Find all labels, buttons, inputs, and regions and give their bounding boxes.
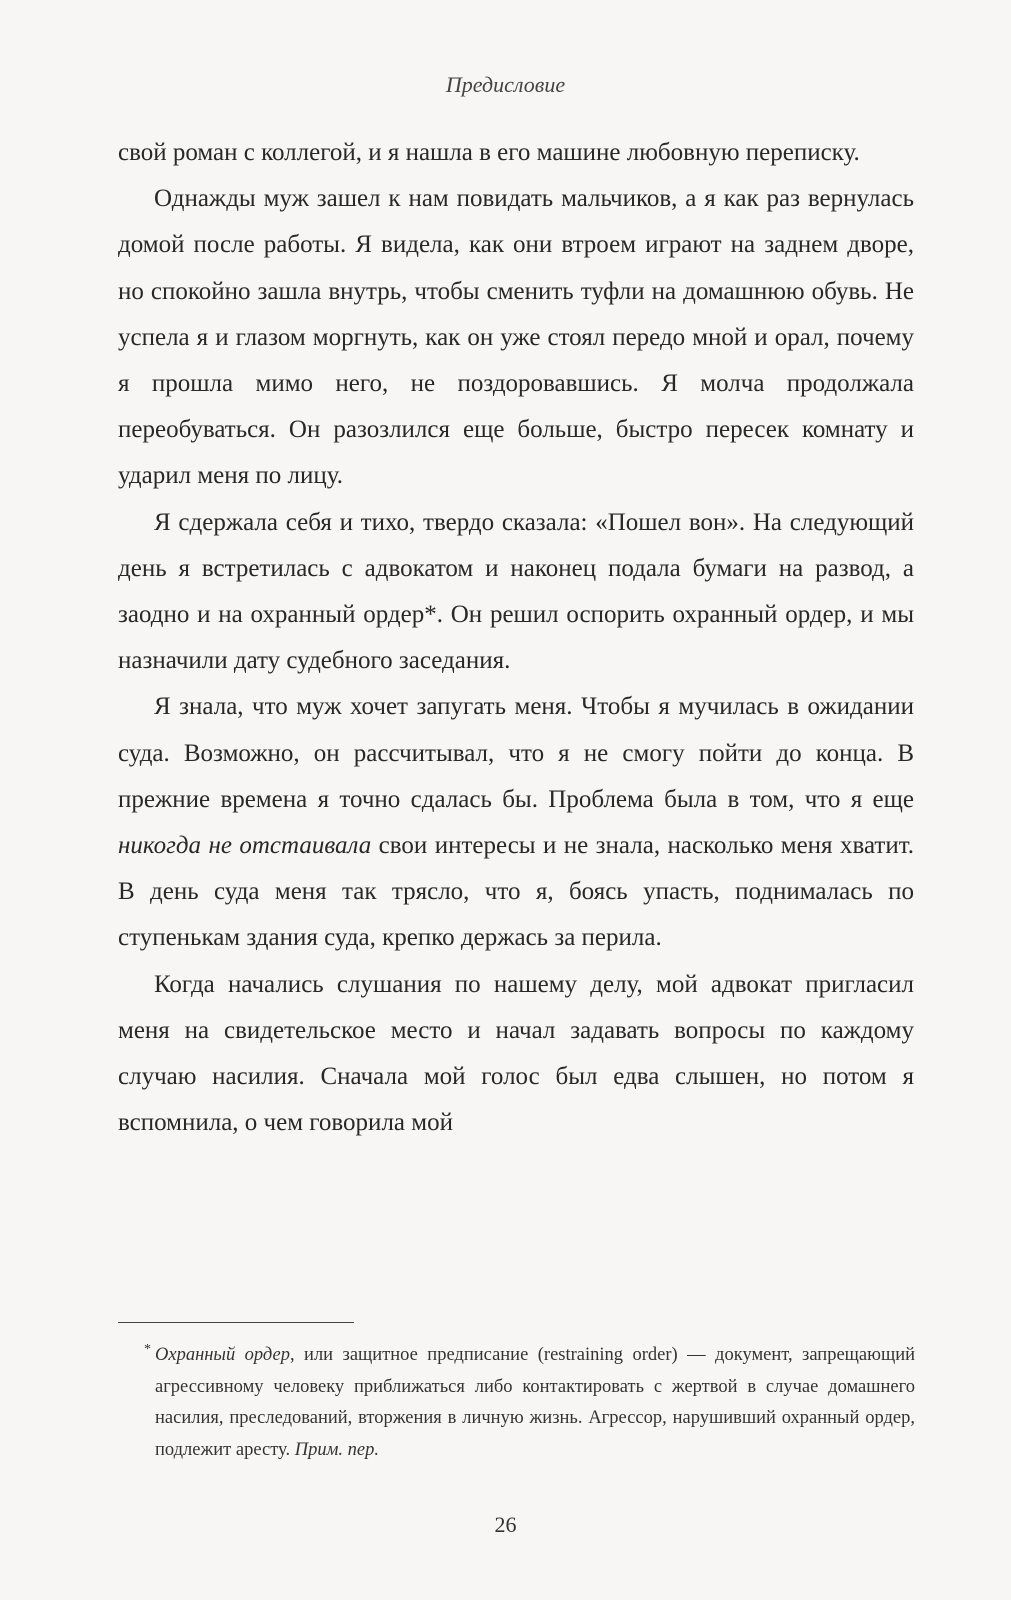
footnote-divider [118,1322,354,1323]
footnote-mark: * [144,1342,151,1357]
paragraph-3: Я сдержала себя и тихо, твердо сказала: «Пошел вон». На следующий день я встретилась с адвокатом и наконец подала бумаги на развод, а заодно и на охранный ордер*. Он решил оспорить охранный ордер, и мы назначили дату судебного заседания. [118,508,914,675]
paragraph-5: Когда начались слушания по нашему делу, мой адвокат пригласил меня на свидетельское место и начал задавать вопросы по каждому случаю насилия. Сначала мой голос был едва слышен, но потом я вспомнила, о чем говорила мой [118,970,914,1137]
page-number: 26 [494,1512,517,1537]
paragraph-4-emphasis: никогда не отстаивала [118,832,372,860]
paragraph-4-part-b: свои интересы и не знала, насколько меня хватит. В день суда меня так трясло, что я, боясь упасть, поднималась по ступенькам здания суда, крепко держась за перила. [118,832,914,952]
paragraph-4-part-a: Я знала, что муж хочет запугать меня. Чтобы я мучилась в ожидании суда. Возможно, он рассчитывал, что я не смогу пойти до конца. В прежние времена я точно сдалась бы. Проблема была в том, что я еще [118,693,914,813]
paragraph-1: свой роман с коллегой, и я нашла в его машине любовную переписку. [118,139,860,166]
translator-note: Прим. пер. [294,1439,379,1460]
footnote [144,1340,915,1466]
footnote-term: Охранный ордер [155,1345,290,1365]
footnote-text: , или защитное предписание (restraining order) — документ, запрещающий агрессивному человеку приближаться либо контактировать с жертвой в случае домашнего насилия, преследований, вторжения в личную жизнь. Агрессор, нарушивший охранный ордер, подлежит аресту. [155,1345,915,1460]
running-head: Предисловие [445,72,566,97]
body-text [118,130,914,1146]
paragraph-4 [118,684,914,961]
paragraph-2: Однажды муж зашел к нам повидать мальчиков, а я как раз вернулась домой после работы. Я видела, как они втроем играют на заднем дворе, но спокойно зашла внутрь, чтобы сменить туфли на домашнюю обувь. Не успела я и глазом моргнуть, как он уже стоял передо мной и орал, почему я прошла мимо него, не поздоровавшись. Я молча продолжала переобуваться. Он разозлился еще больше, быстро пересек комнату и ударил меня по лицу. [118,185,914,490]
